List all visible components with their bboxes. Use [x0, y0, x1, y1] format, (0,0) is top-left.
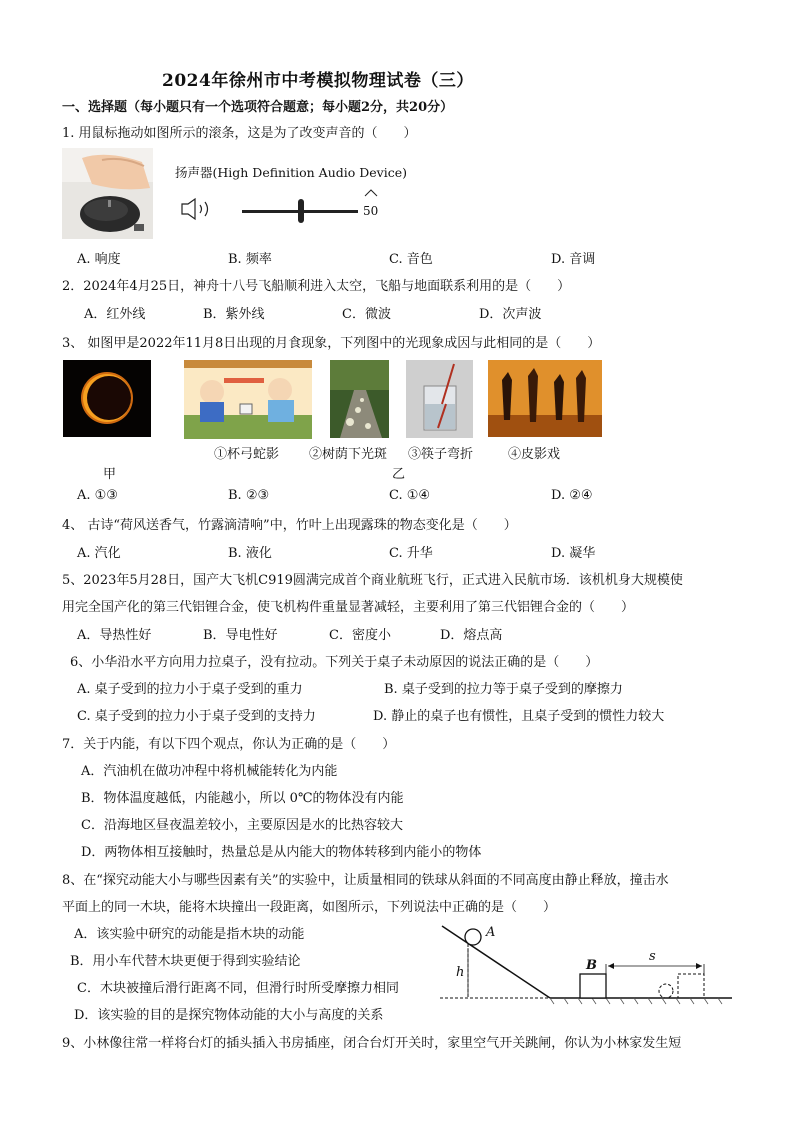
q8-option-a[interactable]: A．该实验中研究的动能是指木块的动能 [74, 927, 305, 942]
page-title: 2024年徐州市中考模拟物理试卷（三） [162, 71, 474, 91]
section-heading: 一、选择题（每小题只有一个选项符合题意；每小题2分，共20分） [62, 100, 454, 115]
q7-option-a[interactable]: A．汽油机在做功冲程中将机械能转化为内能 [81, 764, 338, 779]
question-2-stem: 2．2024年4月25日，神舟十八号飞船顺利进入太空，飞船与地面联系利用的是（ ） [62, 279, 571, 294]
question-1-stem: 1. 用鼠标拖动如图所示的滚条，这是为了改变声音的（ ） [62, 126, 417, 141]
eclipse-photo [63, 360, 151, 437]
q6-option-c[interactable]: C. 桌子受到的拉力小于桌子受到的支持力 [77, 709, 316, 724]
q2-option-b[interactable]: B．紫外线 [203, 307, 265, 322]
q3-option-c[interactable]: C. ①④ [389, 488, 431, 503]
device-label: 扬声器(High Definition Audio Device) [175, 165, 408, 180]
q4-option-c[interactable]: C. 升华 [389, 546, 433, 561]
question-8-stem-line1: 8、在“探究动能大小与哪些因素有关”的实验中，让质量相同的铁球从斜面的不同高度由静止释放，撞击水 [62, 873, 669, 888]
q2-option-a[interactable]: A．红外线 [84, 307, 146, 322]
q5-option-c[interactable]: C．密度小 [329, 628, 391, 643]
chopstick-glass-photo [406, 360, 473, 438]
q3-option-b[interactable]: B. ②③ [228, 488, 270, 503]
question-6-stem: 6、小华沿水平方向用力拉桌子，没有拉动。下列关于桌子未动原因的说法正确的是（ ） [70, 655, 599, 670]
q4-option-d[interactable]: D. 凝华 [551, 546, 596, 561]
q8-option-b[interactable]: B．用小车代替木块更便于得到实验结论 [70, 954, 301, 969]
question-5-stem-line1: 5、2023年5月28日，国产大飞机C919圆满完成首个商业航班飞行，正式进入民航市场．该机机身大规模使 [62, 573, 683, 588]
question-7-stem: 7．关于内能，有以下四个观点，你认为正确的是（ ） [62, 737, 396, 752]
question-4-stem: 4、 古诗“荷风送香气，竹露滴清响”中，竹叶上出现露珠的物态变化是（ ） [62, 518, 517, 533]
q3-option-a[interactable]: A. ①③ [77, 488, 118, 503]
volume-value: 50 [363, 204, 379, 218]
q2-option-d[interactable]: D．次声波 [479, 307, 542, 322]
label-yi: 乙 [392, 467, 406, 482]
question-3-stem: 3、 如图甲是2022年11月8日出现的月食现象，下列图中的光现象成因与此相同的是（ ） [62, 336, 601, 351]
speaker-icon [180, 196, 220, 226]
label-h: h [456, 965, 465, 980]
shadow-puppet-photo [488, 360, 602, 437]
cup-bow-cartoon [184, 360, 312, 439]
q3-option-d[interactable]: D. ②④ [551, 488, 593, 503]
q6-option-b[interactable]: B. 桌子受到的拉力等于桌子受到的摩擦力 [384, 682, 623, 697]
q1-option-b[interactable]: B. 频率 [228, 252, 272, 267]
label-jia: 甲 [103, 467, 117, 482]
q4-option-a[interactable]: A. 汽化 [77, 546, 121, 561]
q7-option-d[interactable]: D．两物体相互接触时，热量总是从内能大的物体转移到内能小的物体 [81, 845, 482, 860]
tree-shade-photo [330, 360, 389, 438]
q7-option-c[interactable]: C．沿海地区昼夜温差较小，主要原因是水的比热容较大 [81, 818, 403, 833]
ramp-experiment-diagram [440, 922, 735, 1008]
mouse-photo [62, 148, 153, 239]
volume-slider-thumb[interactable] [298, 199, 304, 223]
question-9-stem: 9、小林像往常一样将台灯的插头插入书房插座，闭合台灯开关时，家里空气开关跳闸，你认为小林家发生短 [62, 1036, 682, 1051]
caption-3: ③筷子弯折 [408, 447, 474, 462]
q4-option-b[interactable]: B. 液化 [228, 546, 272, 561]
q1-option-d[interactable]: D. 音调 [551, 252, 596, 267]
q6-option-d[interactable]: D. 静止的桌子也有惯性，且桌子受到的惯性力较大 [373, 709, 665, 724]
q6-option-a[interactable]: A. 桌子受到的拉力小于桌子受到的重力 [77, 682, 303, 697]
question-5-stem-line2: 用完全国产化的第三代铝锂合金，使飞机构件重量显著减轻，主要利用了第三代铝锂合金的（ ） [62, 600, 635, 615]
label-b: B [586, 958, 597, 973]
q2-option-c[interactable]: C．微波 [342, 307, 391, 322]
q5-option-b[interactable]: B．导电性好 [203, 628, 278, 643]
caption-4: ④皮影戏 [508, 447, 561, 462]
q5-option-a[interactable]: A．导热性好 [77, 628, 152, 643]
q5-option-d[interactable]: D．熔点高 [440, 628, 503, 643]
label-s: s [649, 949, 656, 964]
q1-option-a[interactable]: A. 响度 [77, 252, 121, 267]
caption-2: ②树荫下光斑 [309, 447, 388, 462]
q8-option-d[interactable]: D．该实验的目的是探究物体动能的大小与高度的关系 [74, 1008, 384, 1023]
q7-option-b[interactable]: B．物体温度越低，内能越小，所以 0℃的物体没有内能 [81, 791, 404, 806]
question-8-stem-line2: 平面上的同一木块，能将木块撞出一段距离，如图所示，下列说法中正确的是（ ） [62, 900, 557, 915]
label-a: A [486, 925, 496, 940]
q8-option-c[interactable]: C．木块被撞后滑行距离不同，但滑行时所受摩擦力相同 [77, 981, 399, 996]
q1-option-c[interactable]: C. 音色 [389, 252, 433, 267]
chevron-up-icon [364, 186, 378, 201]
caption-1: ①杯弓蛇影 [214, 447, 280, 462]
